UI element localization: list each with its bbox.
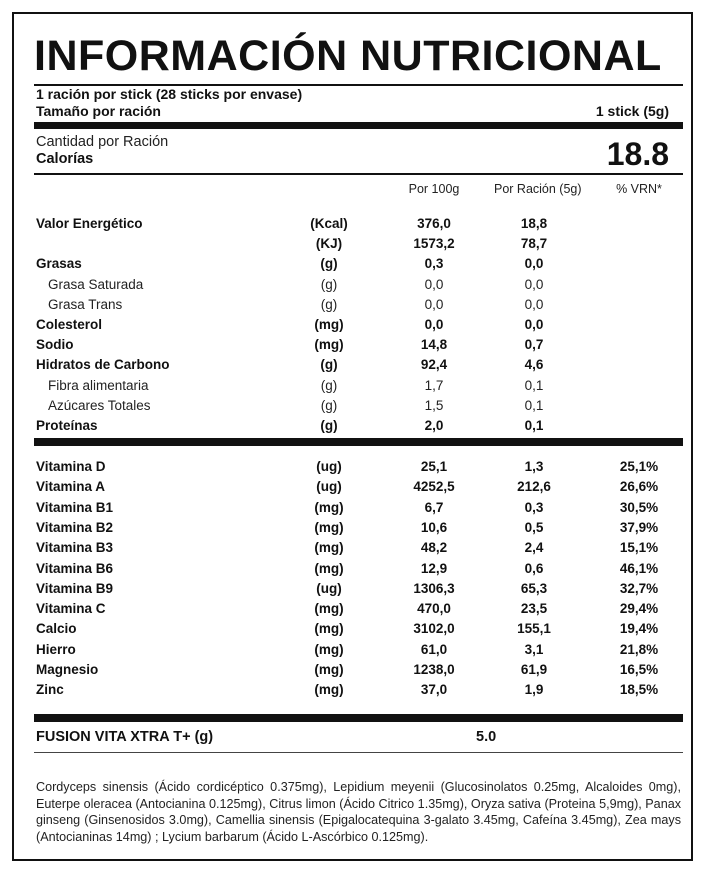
row-name: Vitamina B6 <box>36 560 114 576</box>
row-per-serving: 78,7 <box>520 236 548 252</box>
row-name: Proteínas <box>36 418 98 433</box>
row-per100: 470,0 <box>417 601 451 617</box>
row-unit: (g) <box>320 377 338 393</box>
nutrient-row <box>34 297 683 317</box>
row-per-serving: 0,7 <box>524 337 544 353</box>
row-per-serving: 18,8 <box>520 216 548 231</box>
row-unit: (KJ) <box>315 236 343 252</box>
row-vrn: 19,4% <box>619 621 659 637</box>
vitamin-row <box>34 642 683 662</box>
row-unit: (g) <box>320 397 338 413</box>
row-per100: 12,9 <box>420 560 448 576</box>
row-per100: 14,8 <box>420 337 448 353</box>
row-name: Zinc <box>36 682 64 698</box>
fusion-value: 5.0 <box>476 729 497 745</box>
row-per-serving: 0,0 <box>524 296 544 312</box>
row-unit: (mg) <box>314 621 344 637</box>
row-per100: 376,0 <box>417 216 451 231</box>
row-unit: (mg) <box>314 560 344 576</box>
row-unit: (mg) <box>314 519 344 535</box>
calories-divider <box>34 173 683 175</box>
row-per-serving: 0,0 <box>524 276 544 292</box>
ingredients-divider <box>34 752 683 753</box>
row-name: Vitamina B3 <box>36 540 114 556</box>
row-per-serving: 0,1 <box>524 377 544 393</box>
col-per100: Por 100g <box>408 182 460 196</box>
row-per-serving: 0,5 <box>524 519 544 535</box>
row-vrn: 37,9% <box>619 519 659 535</box>
row-name: Vitamina D <box>36 459 106 474</box>
vitamin-row <box>34 581 683 601</box>
row-per-serving: 0,3 <box>524 499 544 515</box>
nutrient-row <box>34 418 683 438</box>
nutrient-row <box>34 357 683 377</box>
row-name: Hierro <box>36 641 76 657</box>
row-per100: 10,6 <box>420 519 448 535</box>
row-unit: (g) <box>320 357 338 373</box>
col-per-serving: Por Ración (5g) <box>494 182 582 196</box>
row-vrn: 18,5% <box>619 682 659 698</box>
fusion-label: FUSION VITA XTRA T+ (g) <box>36 729 214 745</box>
row-name: Grasa Trans <box>48 296 123 312</box>
row-unit: (mg) <box>314 540 344 556</box>
row-unit: (g) <box>320 418 338 433</box>
vitamins-divider <box>34 438 683 446</box>
row-per-serving: 0,1 <box>524 397 544 413</box>
row-vrn: 26,6% <box>619 479 659 495</box>
row-name: Grasas <box>36 256 82 272</box>
row-unit: (mg) <box>314 337 344 353</box>
row-vrn: 29,4% <box>619 601 659 617</box>
vitamin-row <box>34 479 683 499</box>
row-per100: 25,1 <box>420 459 448 474</box>
row-per100: 1,5 <box>424 397 444 413</box>
row-per100: 1238,0 <box>413 662 455 677</box>
fusion-divider <box>34 714 683 722</box>
row-per100: 0,0 <box>424 317 444 332</box>
row-per100: 0,0 <box>424 276 444 292</box>
row-name: Vitamina A <box>36 479 106 495</box>
row-per100: 1573,2 <box>413 236 455 252</box>
row-unit: (mg) <box>314 499 344 515</box>
row-unit: (Kcal) <box>310 216 348 231</box>
row-unit: (ug) <box>316 479 342 495</box>
row-per100: 1,7 <box>424 377 444 393</box>
row-per100: 2,0 <box>424 418 444 433</box>
row-name: Hidratos de Carbono <box>36 357 170 373</box>
row-unit: (mg) <box>314 682 344 698</box>
nutrient-row <box>34 317 683 337</box>
row-per-serving: 0,0 <box>524 317 544 332</box>
row-per-serving: 1,3 <box>524 459 544 474</box>
row-unit: (ug) <box>316 580 342 596</box>
label-title: INFORMACIÓN NUTRICIONAL <box>34 32 662 80</box>
row-per-serving: 0,1 <box>524 418 544 433</box>
vitamin-row <box>34 561 683 581</box>
nutrient-row <box>34 277 683 297</box>
vitamin-row <box>34 459 683 479</box>
vitamin-row <box>34 601 683 621</box>
row-per100: 0,0 <box>424 296 444 312</box>
nutrient-row <box>34 378 683 398</box>
vitamin-row <box>34 621 683 641</box>
row-unit: (mg) <box>314 662 344 677</box>
row-name: Vitamina B1 <box>36 499 114 515</box>
vitamin-row <box>34 500 683 520</box>
row-name: Grasa Saturada <box>48 276 144 292</box>
row-unit: (mg) <box>314 641 344 657</box>
row-name: Magnesio <box>36 662 99 677</box>
serving-size-label: Tamaño por ración <box>36 103 161 119</box>
row-vrn: 16,5% <box>619 662 659 677</box>
row-per100: 6,7 <box>424 499 444 515</box>
row-per100: 0,3 <box>424 256 444 272</box>
nutrient-row <box>34 256 683 276</box>
row-name: Calcio <box>36 621 77 637</box>
row-unit: (mg) <box>314 317 344 332</box>
row-vrn: 46,1% <box>619 560 659 576</box>
serving-size-value: 1 stick (5g) <box>595 103 669 119</box>
row-per-serving: 23,5 <box>520 601 548 617</box>
calories-label: Calorías <box>36 151 94 167</box>
vitamin-row <box>34 662 683 682</box>
row-vrn: 25,1% <box>619 459 659 474</box>
calories-value: 18.8 <box>606 136 669 172</box>
nutrient-row <box>34 337 683 357</box>
row-per100: 3102,0 <box>413 621 455 637</box>
nutrient-row <box>34 398 683 418</box>
row-vrn: 30,5% <box>619 499 659 515</box>
row-per100: 61,0 <box>420 641 448 657</box>
row-vrn: 15,1% <box>619 540 659 556</box>
row-name: Fibra alimentaria <box>48 377 149 393</box>
row-unit: (mg) <box>314 601 344 617</box>
row-name: Vitamina C <box>36 601 106 617</box>
row-unit: (g) <box>320 276 338 292</box>
nutrient-row <box>34 216 683 236</box>
row-name: Vitamina B2 <box>36 519 114 535</box>
row-per-serving: 61,9 <box>520 662 548 677</box>
nutrition-label <box>12 12 693 861</box>
row-unit: (g) <box>320 256 338 272</box>
column-header-row <box>34 182 683 202</box>
row-name: Vitamina B9 <box>36 580 114 596</box>
row-per-serving: 0,6 <box>524 560 544 576</box>
row-per-serving: 212,6 <box>517 479 551 495</box>
row-per100: 48,2 <box>420 540 448 556</box>
thick-divider <box>34 122 683 129</box>
ingredients-text: Cordyceps sinensis (Ácido cordicéptico 0.375mg), Lepidium meyenii (Glucosinolatos 0.25mg, Alcaloides 0mg), Euterpe oleracea (Antocianina 0.125mg), Citrus limon (Ácido Citrico 1.35mg), Oryza sativa (Proteina 5,9mg), Panax ginseng (Ginsenosidos 3.0mg), Camellia sinensis (Epigalocatequina 3-galato 3.45mg, Cafeína 3.45mg), Zea mays (Antocianinas 14mg) ; Lycium barbarum (Ácido L-Ascórbico 0.125mg). <box>36 780 681 844</box>
col-vrn: % VRN* <box>616 182 662 196</box>
row-name: Sodio <box>36 337 74 353</box>
row-name: Colesterol <box>36 317 103 332</box>
row-per-serving: 3,1 <box>524 641 544 657</box>
row-per100: 4252,5 <box>413 479 455 495</box>
row-per-serving: 65,3 <box>520 580 548 596</box>
row-name: Azúcares Totales <box>48 397 151 413</box>
row-unit: (g) <box>320 296 338 312</box>
vitamin-row <box>34 682 683 702</box>
row-per-serving: 0,0 <box>524 256 544 272</box>
amount-per-serving-label: Cantidad por Ración <box>36 134 169 150</box>
row-per100: 37,0 <box>420 682 448 698</box>
vitamin-row <box>34 540 683 560</box>
row-vrn: 32,7% <box>619 580 659 596</box>
row-per100: 92,4 <box>420 357 448 373</box>
row-unit: (ug) <box>316 459 342 474</box>
row-vrn: 21,8% <box>619 641 659 657</box>
row-per100: 1306,3 <box>413 580 455 596</box>
row-per-serving: 2,4 <box>524 540 544 556</box>
row-per-serving: 4,6 <box>524 357 544 373</box>
nutrient-row <box>34 236 683 256</box>
row-per-serving: 155,1 <box>517 621 551 637</box>
row-name: Valor Energético <box>36 216 143 231</box>
serving-line: 1 ración por stick (28 sticks por envase) <box>36 86 303 102</box>
row-per-serving: 1,9 <box>524 682 544 698</box>
vitamin-row <box>34 520 683 540</box>
